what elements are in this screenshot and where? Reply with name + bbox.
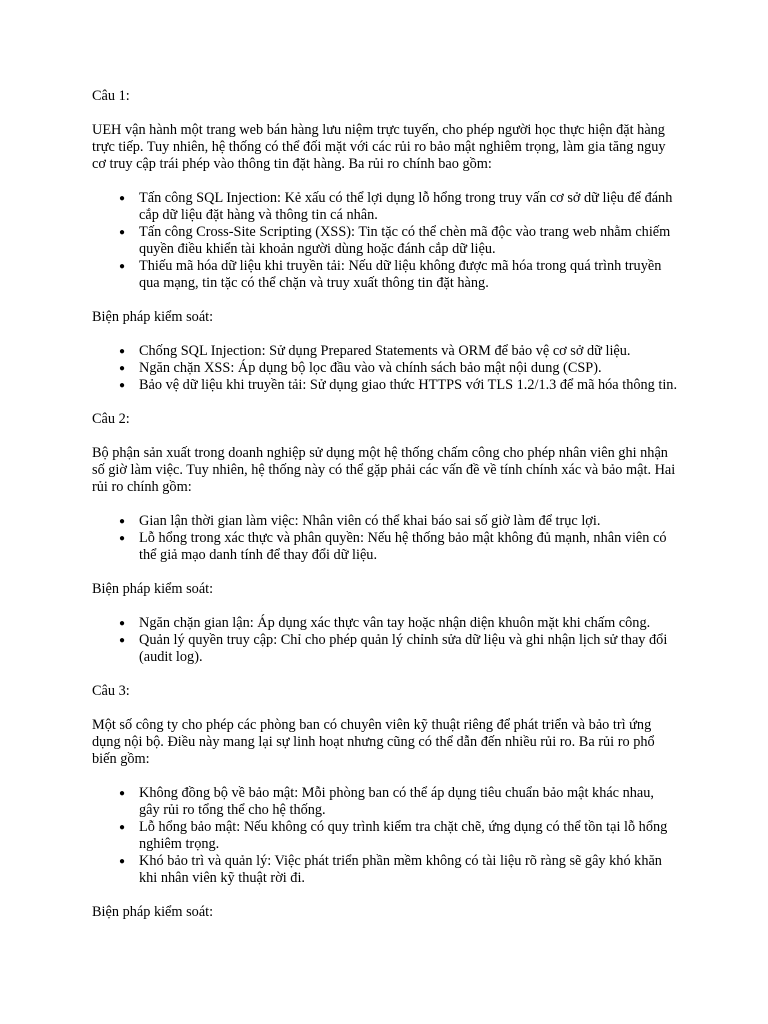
q1-risk-list bbox=[92, 190, 678, 292]
bullet-icon: ● bbox=[118, 618, 126, 629]
list-item: ● Lỗ hổng trong xác thực và phân quyền: Nếu hệ thống bảo mật không đủ mạnh, nhân viên có thể giả mạo danh tính để thay đổi dữ liệu. bbox=[118, 530, 667, 563]
bullet-icon: ● bbox=[118, 822, 126, 833]
list-item: ● Ngăn chặn XSS: Áp dụng bộ lọc đầu vào và chính sách bảo mật nội dung (CSP). bbox=[118, 360, 602, 376]
bullet-icon: ● bbox=[118, 363, 126, 374]
list-item: ● Bảo vệ dữ liệu khi truyền tải: Sử dụng giao thức HTTPS với TLS 1.2/1.3 để mã hóa thông tin. bbox=[118, 377, 678, 393]
q3-heading: Câu 3: bbox=[92, 683, 130, 699]
q2-heading: Câu 2: bbox=[92, 411, 130, 427]
q2-risk-list bbox=[92, 513, 678, 564]
q3-risk-list bbox=[92, 785, 678, 887]
list-item: ● Tấn công Cross-Site Scripting (XSS): Tin tặc có thể chèn mã độc vào trang web nhằm chiếm quyền điều khiển tài khoản người dùng hoặc đánh cắp dữ liệu. bbox=[118, 224, 671, 257]
bullet-icon: ● bbox=[118, 856, 126, 867]
bullet-icon: ● bbox=[118, 788, 126, 799]
q3-intro: Một số công ty cho phép các phòng ban có chuyên viên kỹ thuật riêng để phát triển và bảo trì ứng dụng nội bộ. Điều này mang lại sự linh hoạt nhưng cũng có thể dẫn đến nhiều rủi ro. Ba rủi ro phổ biến gồm: bbox=[92, 717, 655, 767]
bullet-icon: ● bbox=[118, 635, 126, 646]
bullet-icon: ● bbox=[118, 261, 126, 272]
q2-controls-heading: Biện pháp kiểm soát: bbox=[92, 581, 214, 597]
list-item: ● Tấn công SQL Injection: Kẻ xấu có thể lợi dụng lỗ hổng trong truy vấn cơ sở dữ liệu để đánh cắp dữ liệu đặt hàng và thông tin cá nhân. bbox=[118, 190, 673, 223]
list-item: ● Thiếu mã hóa dữ liệu khi truyền tải: Nếu dữ liệu không được mã hóa trong quá trình truyền qua mạng, tin tặc có thể chặn và truy xuất thông tin đặt hàng. bbox=[118, 258, 662, 291]
list-item: ● Ngăn chặn gian lận: Áp dụng xác thực vân tay hoặc nhận diện khuôn mặt khi chấm công. bbox=[118, 615, 651, 631]
bullet-icon: ● bbox=[118, 533, 126, 544]
bullet-icon: ● bbox=[118, 346, 126, 357]
list-item: ● Không đồng bộ về bảo mật: Mỗi phòng ban có thể áp dụng tiêu chuẩn bảo mật khác nhau, gây rủi ro tổng thể cho hệ thống. bbox=[118, 785, 654, 818]
bullet-icon: ● bbox=[118, 380, 126, 391]
bullet-icon: ● bbox=[118, 193, 126, 204]
bullet-icon: ● bbox=[118, 227, 126, 238]
list-item: ● Lỗ hổng bảo mật: Nếu không có quy trình kiểm tra chặt chẽ, ứng dụng có thể tồn tại lỗ hổng nghiêm trọng. bbox=[118, 819, 668, 852]
list-item: ● Khó bảo trì và quản lý: Việc phát triển phần mềm không có tài liệu rõ ràng sẽ gây khó khăn khi nhân viên kỹ thuật rời đi. bbox=[118, 853, 662, 886]
list-item: ● Chống SQL Injection: Sử dụng Prepared Statements và ORM để bảo vệ cơ sở dữ liệu. bbox=[118, 343, 631, 359]
q3-controls-heading: Biện pháp kiểm soát: bbox=[92, 904, 214, 920]
list-item: ● Quản lý quyền truy cập: Chỉ cho phép quản lý chỉnh sửa dữ liệu và ghi nhận lịch sử thay đổi (audit log). bbox=[118, 632, 668, 665]
q1-controls-heading: Biện pháp kiểm soát: bbox=[92, 309, 214, 325]
list-item: ● Gian lận thời gian làm việc: Nhân viên có thể khai báo sai số giờ làm để trục lợi. bbox=[118, 513, 601, 529]
bullet-icon: ● bbox=[118, 516, 126, 527]
q2-intro: Bộ phận sản xuất trong doanh nghiệp sử dụng một hệ thống chấm công cho phép nhân viên ghi nhận số giờ làm việc. Tuy nhiên, hệ thống này có thể gặp phải các vấn đề về tính chính xác và bảo mật. Hai rủi ro chính gồm: bbox=[92, 445, 676, 495]
q2-control-list bbox=[92, 615, 678, 666]
q1-control-list bbox=[92, 343, 678, 394]
q1-intro: UEH vận hành một trang web bán hàng lưu niệm trực tuyến, cho phép người học thực hiện đặt hàng trực tiếp. Tuy nhiên, hệ thống có thể đối mặt với các rủi ro bảo mật nghiêm trọng, làm gia tăng nguy cơ truy cập trái phép vào thông tin đặt hàng. Ba rủi ro chính bao gồm: bbox=[92, 122, 666, 172]
q1-heading: Câu 1: bbox=[92, 88, 130, 104]
